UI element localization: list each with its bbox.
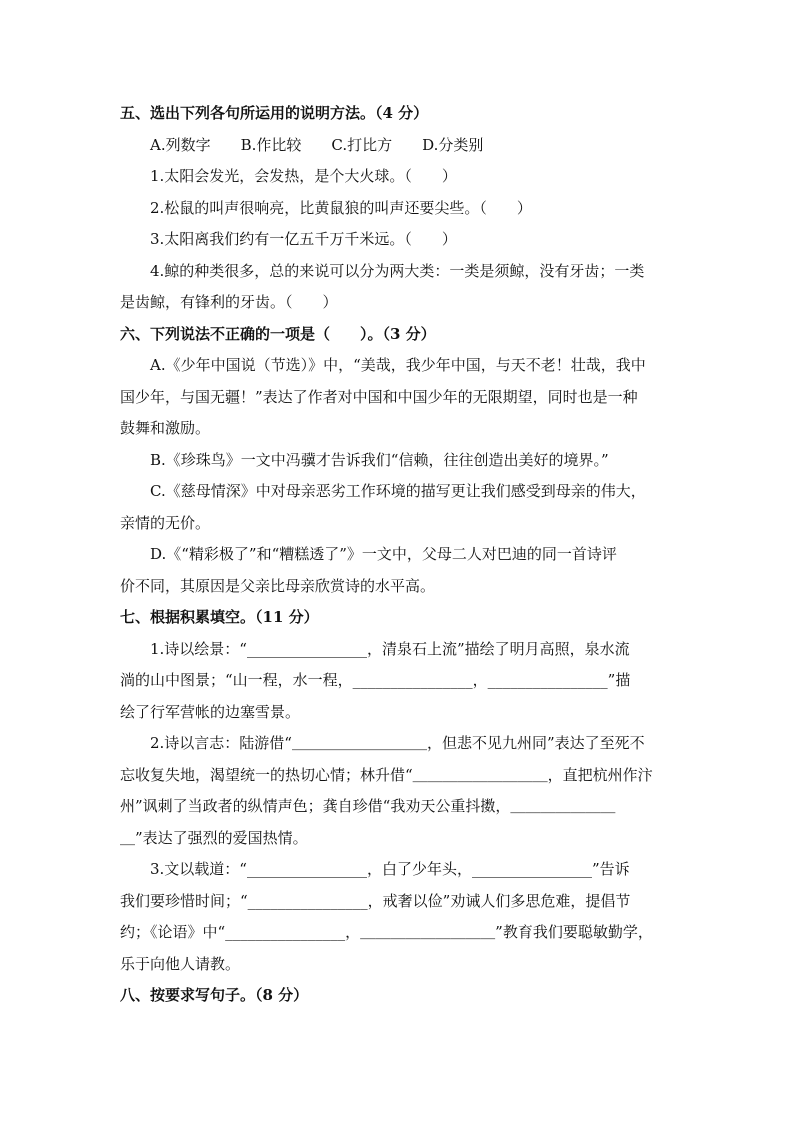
- section-7-q3-line-2: 我们要珍惜时间；“________________，戒奢以俭”劝诫人们多思危难，提倡节: [120, 891, 631, 910]
- section-5-item-2: 2.松鼠的叫声很响亮，比黄鼠狼的叫声还要尖些。（ ）: [150, 198, 532, 217]
- section-6-heading: 六、下列说法不正确的一项是（ ）。（3 分）: [120, 324, 436, 343]
- section-7-q2-line-1: 2.诗以言志：陆游借“＿＿＿＿＿＿＿＿＿，但悲不见九州同”表达了至死不: [150, 734, 645, 752]
- section-6-option-a-line-2: 国少年，与国无疆！”表达了作者对中国和中国少年的无限期望，同时也是一种: [120, 387, 638, 406]
- section-8-heading: 八、按要求写句子。（8 分）: [120, 986, 309, 1004]
- section-7-q2-line-4: ＿”表达了强烈的爱国热情。: [120, 828, 308, 847]
- exam-content: [120, 98, 676, 1012]
- section-6-option-b-line-1: B.《珍珠鸟》一文中冯骥才告诉我们“信赖，往往创造出美好的境界。”: [150, 450, 609, 469]
- section-5-item-1: 1.太阳会发光，会发热，是个大火球。（ ）: [150, 167, 457, 185]
- section-5-item-3: 3.太阳离我们约有一亿五千万千米远。（ ）: [150, 230, 457, 248]
- section-7-heading: 七、根据积累填空。（11 分）: [120, 608, 319, 626]
- section-7-q1-line-3: 绘了行军营帐的边塞雪景。: [120, 702, 301, 721]
- section-6-option-a-line-1: A.《少年中国说（节选）》中，“美哉，我少年中国，与天不老！壮哉，我中: [150, 356, 646, 374]
- section-6-option-c-line-1: C.《慈母情深》中对母亲恶劣工作环境的描写更让我们感受到母亲的伟大，: [150, 482, 646, 500]
- section-6-option-c-line-2: 亲情的无价。: [120, 513, 211, 532]
- section-6-option-d-line-2: 价不同，其原因是父亲比母亲欣赏诗的水平高。: [120, 576, 436, 595]
- section-6-option-a-line-3: 鼓舞和激励。: [120, 419, 211, 437]
- section-7-q3-line-1: 3.文以载道：“________________，白了少年头，________________”告诉: [150, 860, 630, 878]
- section-5-item-4-line-1: 4.鲸的种类很多，总的来说可以分为两大类：一类是须鲸，没有牙齿；一类: [150, 261, 645, 280]
- section-7-q3-line-4: 乐于向他人请教。: [120, 954, 241, 973]
- section-7-q3-line-3: 约；《论语》中“________________，＿＿＿＿＿＿＿＿＿”教育我们要聪敏勤学，: [120, 923, 653, 941]
- section-7-q2-line-2: 忘收复失地，渴望统一的热切心情；林升借“＿＿＿＿＿＿＿＿＿，直把杭州作汴: [120, 765, 653, 784]
- section-7-q1-line-1: 1.诗以绘景：“________________，清泉石上流”描绘了明月高照，泉水流: [150, 639, 630, 658]
- section-7-q1-line-2: 淌的山中图景；“山一程，水一程，________________，________________”描: [120, 671, 631, 689]
- section-5-heading: 五、选出下列各句所运用的说明方法。（4 分）: [120, 104, 429, 122]
- section-5-options: A.列数字 B.作比较 C.打比方 D.分类别: [150, 135, 484, 154]
- section-5-item-4-line-2: 是齿鲸，有锋利的牙齿。（ ）: [120, 293, 338, 311]
- section-7-q2-line-3: 州”讽刺了当政者的纵情声色；龚自珍借“我劝天公重抖擞，＿＿＿＿＿＿＿: [120, 797, 616, 815]
- section-6-option-d-line-1: D.《“精彩极了”和“糟糕透了”》一文中，父母二人对巴迪的同一首诗评: [150, 545, 617, 563]
